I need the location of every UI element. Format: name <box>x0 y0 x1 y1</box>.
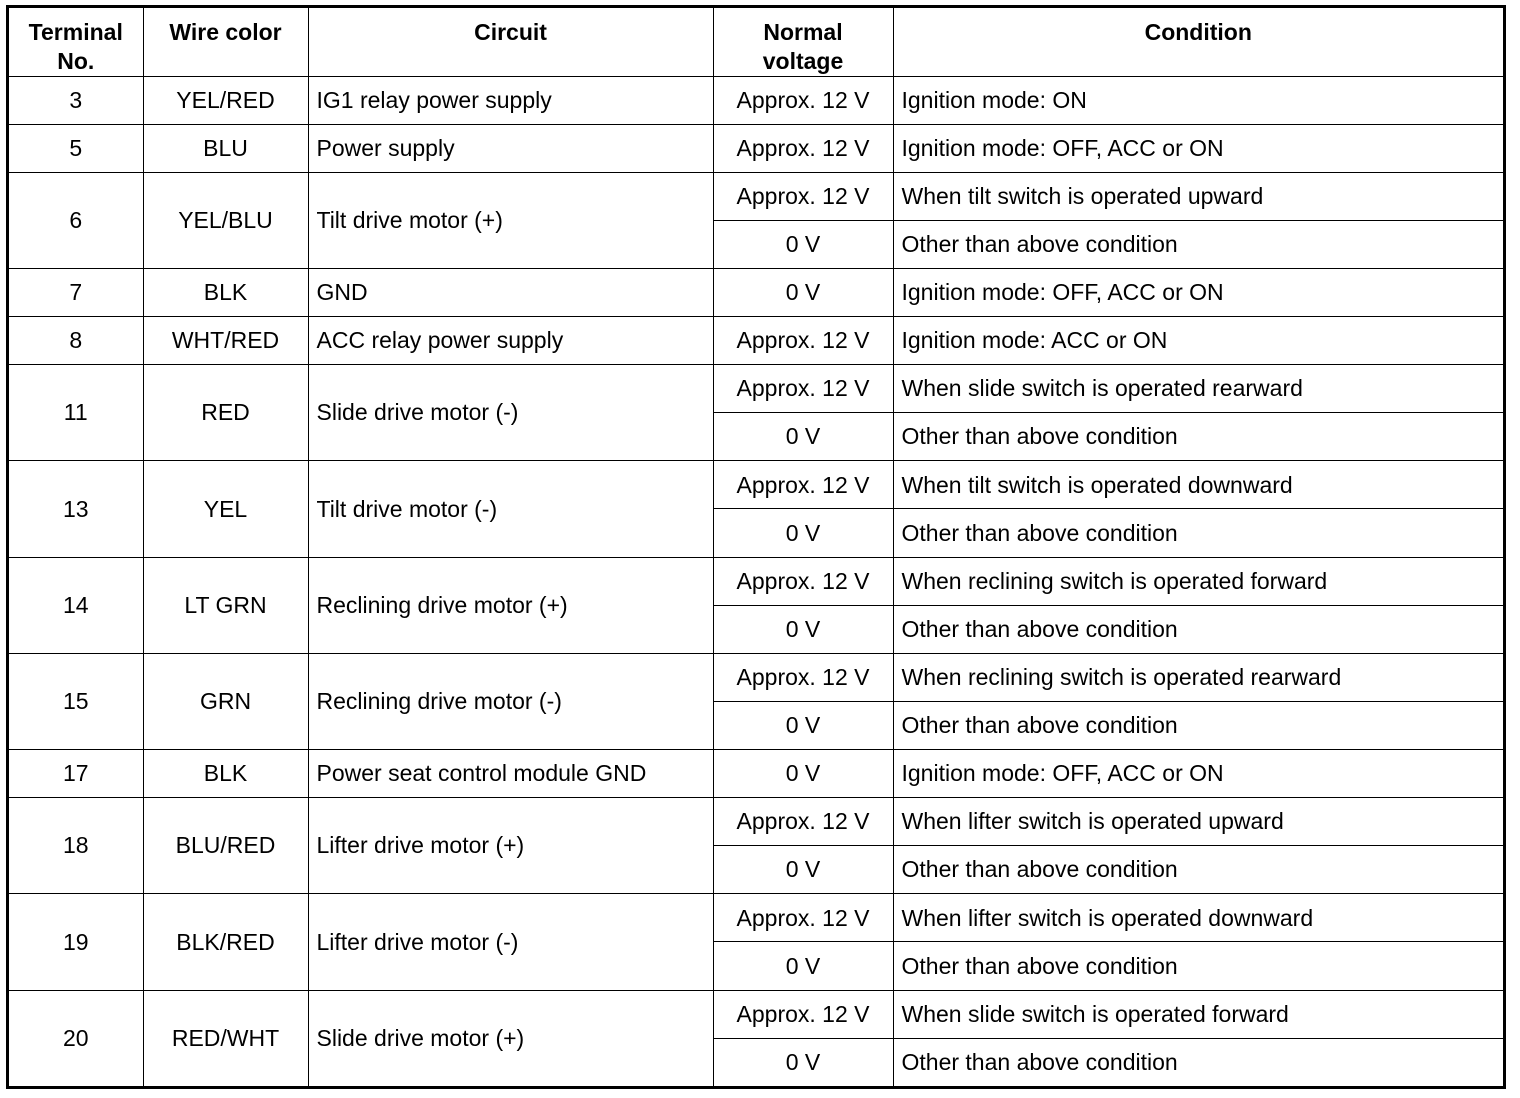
terminal-cell: 19 <box>9 894 143 990</box>
voltage-cell: 0 V <box>713 701 893 749</box>
wire-color-cell: BLU <box>143 124 308 172</box>
table-row <box>9 894 1503 942</box>
voltage-cell: 0 V <box>713 413 893 461</box>
condition-cell: When slide switch is operated forward <box>893 990 1503 1038</box>
header-wire-color <box>143 8 308 76</box>
terminal-table-frame <box>6 5 1506 1089</box>
circuit-cell: IG1 relay power supply <box>308 76 713 124</box>
circuit-cell: Tilt drive motor (-) <box>308 461 713 557</box>
voltage-cell: Approx. 12 V <box>713 76 893 124</box>
table-row <box>9 172 1503 220</box>
condition-cell: Ignition mode: OFF, ACC or ON <box>893 750 1503 798</box>
terminal-cell: 6 <box>9 172 143 268</box>
terminal-cell: 15 <box>9 653 143 749</box>
condition-cell: Other than above condition <box>893 220 1503 268</box>
wire-color-cell: GRN <box>143 653 308 749</box>
circuit-cell: Reclining drive motor (+) <box>308 557 713 653</box>
condition-cell: Ignition mode: ON <box>893 76 1503 124</box>
condition-cell: When tilt switch is operated downward <box>893 461 1503 509</box>
wire-color-cell: YEL <box>143 461 308 557</box>
voltage-cell: 0 V <box>713 268 893 316</box>
wire-color-cell: BLK/RED <box>143 894 308 990</box>
condition-cell: Ignition mode: ACC or ON <box>893 317 1503 365</box>
header-voltage <box>713 8 893 76</box>
circuit-cell: Reclining drive motor (-) <box>308 653 713 749</box>
wire-color-cell: RED <box>143 365 308 461</box>
condition-cell: Other than above condition <box>893 701 1503 749</box>
condition-cell: Other than above condition <box>893 1038 1503 1086</box>
table-row <box>9 798 1503 846</box>
terminal-cell: 3 <box>9 76 143 124</box>
circuit-cell: Power supply <box>308 124 713 172</box>
voltage-cell: 0 V <box>713 605 893 653</box>
table-body <box>9 76 1503 1086</box>
voltage-cell: 0 V <box>713 942 893 990</box>
table-header <box>9 8 1503 76</box>
condition-cell: Ignition mode: OFF, ACC or ON <box>893 268 1503 316</box>
table-row <box>9 990 1503 1038</box>
terminal-cell: 8 <box>9 317 143 365</box>
header-row <box>9 8 1503 76</box>
terminal-cell: 11 <box>9 365 143 461</box>
voltage-cell: Approx. 12 V <box>713 124 893 172</box>
terminal-cell: 5 <box>9 124 143 172</box>
table-row <box>9 365 1503 413</box>
condition-cell: When tilt switch is operated upward <box>893 172 1503 220</box>
terminal-voltage-table <box>9 8 1503 1086</box>
voltage-cell: 0 V <box>713 509 893 557</box>
table-row <box>9 76 1503 124</box>
table-row <box>9 750 1503 798</box>
terminal-cell: 13 <box>9 461 143 557</box>
terminal-cell: 17 <box>9 750 143 798</box>
condition-cell: When lifter switch is operated downward <box>893 894 1503 942</box>
voltage-cell: Approx. 12 V <box>713 798 893 846</box>
terminal-cell: 14 <box>9 557 143 653</box>
header-circuit <box>308 8 713 76</box>
condition-cell: Other than above condition <box>893 413 1503 461</box>
wire-color-cell: BLU/RED <box>143 798 308 894</box>
voltage-cell: 0 V <box>713 220 893 268</box>
circuit-cell: Tilt drive motor (+) <box>308 172 713 268</box>
condition-cell: When reclining switch is operated forward <box>893 557 1503 605</box>
voltage-cell: Approx. 12 V <box>713 990 893 1038</box>
voltage-cell: 0 V <box>713 1038 893 1086</box>
terminal-cell: 20 <box>9 990 143 1086</box>
voltage-cell: Approx. 12 V <box>713 894 893 942</box>
circuit-cell: GND <box>308 268 713 316</box>
voltage-cell: Approx. 12 V <box>713 653 893 701</box>
wire-color-cell: LT GRN <box>143 557 308 653</box>
condition-cell: Other than above condition <box>893 846 1503 894</box>
voltage-cell: Approx. 12 V <box>713 365 893 413</box>
header-voltage-label: Normal voltage <box>762 19 844 74</box>
condition-cell: Other than above condition <box>893 942 1503 990</box>
voltage-cell: Approx. 12 V <box>713 557 893 605</box>
header-condition <box>893 8 1503 76</box>
condition-cell: Other than above condition <box>893 509 1503 557</box>
table-row <box>9 653 1503 701</box>
voltage-cell: 0 V <box>713 750 893 798</box>
header-wire-color-label: Wire color <box>169 19 282 45</box>
terminal-cell: 18 <box>9 798 143 894</box>
table-row <box>9 268 1503 316</box>
condition-cell: When reclining switch is operated rearward <box>893 653 1503 701</box>
voltage-cell: Approx. 12 V <box>713 461 893 509</box>
voltage-cell: 0 V <box>713 846 893 894</box>
circuit-cell: Power seat control module GND <box>308 750 713 798</box>
voltage-cell: Approx. 12 V <box>713 317 893 365</box>
table-row <box>9 124 1503 172</box>
header-condition-label: Condition <box>1144 19 1252 45</box>
wire-color-cell: RED/WHT <box>143 990 308 1086</box>
circuit-cell: Slide drive motor (-) <box>308 365 713 461</box>
circuit-cell: Lifter drive motor (+) <box>308 798 713 894</box>
wire-color-cell: YEL/RED <box>143 76 308 124</box>
circuit-cell: Lifter drive motor (-) <box>308 894 713 990</box>
wire-color-cell: YEL/BLU <box>143 172 308 268</box>
condition-cell: When slide switch is operated rearward <box>893 365 1503 413</box>
table-row <box>9 317 1503 365</box>
wire-color-cell: BLK <box>143 750 308 798</box>
circuit-cell: ACC relay power supply <box>308 317 713 365</box>
terminal-cell: 7 <box>9 268 143 316</box>
header-terminal <box>9 8 143 76</box>
header-circuit-label: Circuit <box>474 19 547 45</box>
voltage-cell: Approx. 12 V <box>713 172 893 220</box>
header-terminal-label: Terminal No. <box>28 19 123 74</box>
wire-color-cell: BLK <box>143 268 308 316</box>
table-row <box>9 461 1503 509</box>
table-row <box>9 557 1503 605</box>
wire-color-cell: WHT/RED <box>143 317 308 365</box>
condition-cell: Other than above condition <box>893 605 1503 653</box>
condition-cell: When lifter switch is operated upward <box>893 798 1503 846</box>
condition-cell: Ignition mode: OFF, ACC or ON <box>893 124 1503 172</box>
circuit-cell: Slide drive motor (+) <box>308 990 713 1086</box>
